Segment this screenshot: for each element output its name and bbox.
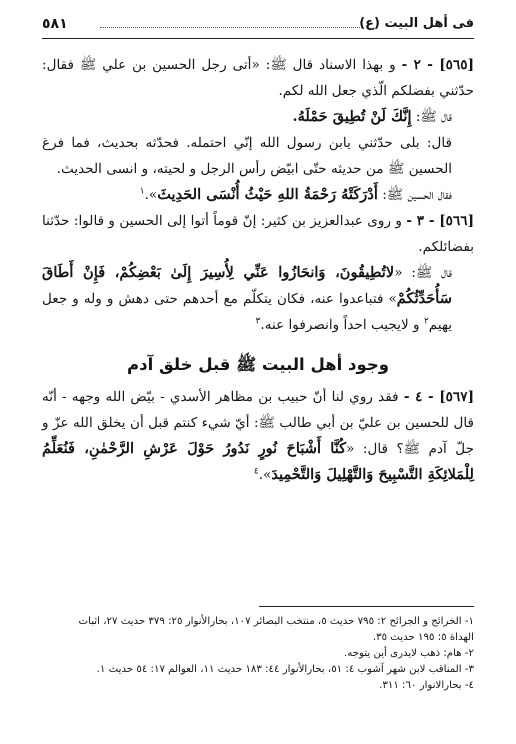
reply-intro: قال ﷺ: «	[394, 265, 452, 281]
hadith-text: فقد روي لنا أنّ حبيب بن مظاهر الأسدي - بيّض الله وجهه - أنّه قال	[42, 389, 474, 431]
hadith-text-cont: بفضلكم الّذي جعل الله لكم.	[278, 83, 435, 99]
footnote-ref-4: ٤	[253, 466, 259, 477]
footnote-1: ١- الخرائج و الجرائح ٢: ٧٩٥ حديث ٥، منتخب البصائر ١٠٧، بحارالأنوار ٢٥: ٣٧٩ حديث ٢٧، اثبات	[78, 616, 474, 627]
hadith-number: [٥٦٦] - ٣ -	[406, 213, 474, 229]
hadith-text-cont: بفضائلكم.	[418, 239, 474, 255]
hadith-565	[42, 52, 474, 104]
footnote-ref-1: ١	[139, 186, 145, 197]
page-number: ٥٨١	[42, 16, 68, 32]
remark-end: ».	[144, 187, 158, 203]
narrative-line-1: قال: بلى حدّثني يابن رسول الله إنّي احتمله. فحدّثه بحديث، فما فرغ	[42, 135, 452, 151]
hadith-text: و بهذا الاسناد قال ﷺ: «أتى رجل الحسين بن علي ﷺ فقال: حدّثني	[42, 57, 474, 99]
remark-quote: أَدْرَكَتْهُ رَحْمَةُ اللهِ حَيْثُ أُنْسَى الحَدِيثَ	[157, 186, 378, 203]
reply-rest: » فتباعدوا عنه، فكان يتكلّم مع أحدهم حتى دهش و وله و جعل يهيم	[42, 291, 452, 333]
hadith-text-cont-2: آدم ﷺ؟ قال: «	[346, 441, 447, 457]
hadith-text-cont: للحسين بن عليّ بن أبي طالب ﷺ: أيّ شيء كنتم قبل أن يخلق الله عزّ و جلّ	[42, 415, 474, 457]
footnotes-rule	[259, 606, 474, 607]
footnote-3: ٣- المناقب لابن شهر آشوب ٤: ٥١، بحارالأنوار ٤٤: ١٨٣ حديث ١١، العوالم ١٧: ٥٤ حديث ١.	[96, 664, 474, 675]
hadith-number: [٥٦٥] - ٢ -	[401, 57, 475, 73]
footnote-ref-2: ٢	[423, 316, 429, 327]
narrative-paragraph	[42, 130, 474, 182]
narrative-line-2: الحسين ﷺ من حديثه حتّى ابيّض رأس الرجل و لحيته، و انسى الحديث.	[56, 161, 452, 177]
footnotes	[42, 614, 474, 694]
imam-remark	[42, 182, 474, 208]
hadith-566	[42, 208, 474, 260]
hadith-text: و روى عبدالعزيز بن كثير: إنّ قوماً أتوا إلى الحسين و قالوا: حدّثنا	[42, 213, 407, 229]
header-rule	[42, 38, 474, 39]
reply-line-3: و لايجيب احداً وانصرفوا عنه.	[260, 317, 420, 333]
remark-intro: فقال الحسين ﷺ:	[377, 187, 452, 203]
imam-reply-2	[42, 260, 474, 338]
reply-quote: إِنَّكَ لَنْ تُطِيقَ حَمْلَهُ.	[292, 108, 412, 125]
page-body	[42, 52, 474, 488]
running-title: فى أهل البيت (ع)	[359, 16, 474, 31]
section-heading: وجود أهل البيت ﷺ قبل خلق آدم	[127, 355, 389, 374]
hadith-quote: كُنَّا أَشْبَاحَ نُورٍ نَدُورُ حَوْلَ عَرْشِ الرَّحْمٰنِ، فَنُعَلِّمُ لِلْمَلائِكَةِ التَّسْبِيحَ وَالتَّهْلِيلَ وَالتَّحْمِيدَ	[42, 440, 474, 483]
reply-quote: لاتُطِيقُونَ، وَانحَازُوا عَنِّي لِأُسِيرَ إِلَىٰ بَعْضِكُمْ، فَإِنْ أَطَاقَ سَأُحَدِّثُكُمْ	[42, 264, 452, 307]
footnote-ref-3: ٣	[255, 316, 261, 327]
footnote-1-cont: الهداة ٥: ١٩٥ حديث ٣٥.	[372, 632, 474, 643]
header-dotted-leader	[100, 27, 362, 28]
hadith-end: ».	[258, 467, 272, 483]
hadith-number: [٥٦٧] - ٤ -	[403, 389, 475, 405]
page-header	[42, 14, 474, 36]
imam-reply	[42, 104, 474, 130]
footnote-2: ٢- هام: ذهب لايدرى أين يتوجه.	[344, 648, 474, 659]
footnote-4: ٤- بحارالانوار ٦٠: ٣١١.	[379, 680, 474, 691]
hadith-567	[42, 384, 474, 488]
reply-intro: قال ﷺ:	[411, 109, 452, 125]
